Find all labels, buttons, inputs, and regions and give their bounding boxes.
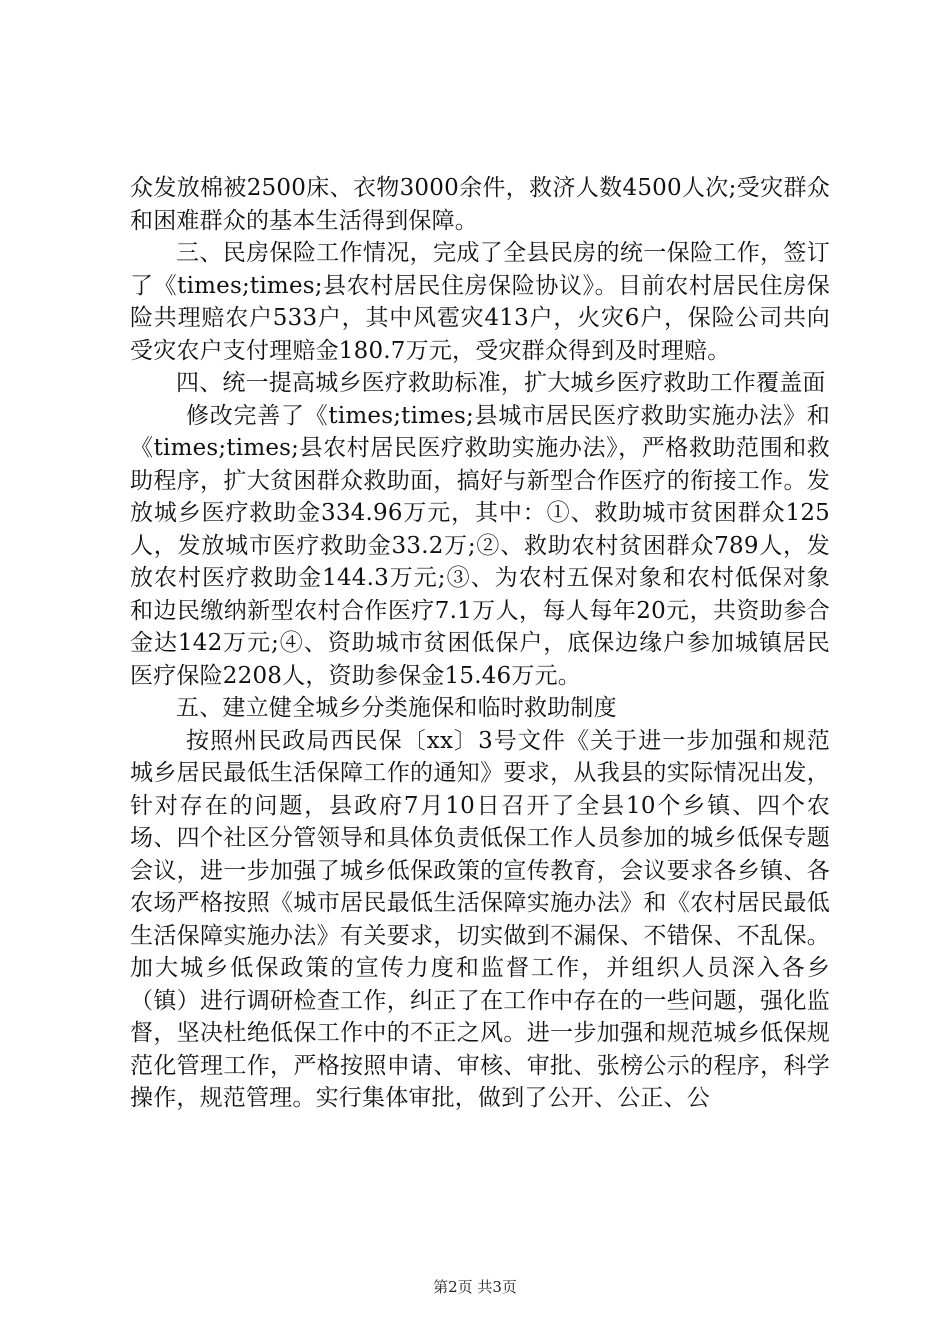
page-footer <box>0 1276 950 1297</box>
paragraph-subsistence-allowance: 按照州民政局西民保〔xx〕3号文件《关于进一步加强和规范城乡居民最低生活保障工作的通知》要求，从我县的实际情况出发，针对存在的问题，县政府7月10日召开了全县10个乡镇、四个农场、四个社区分管领导和具体负责低保工作人员参加的城乡低保专题会议，进一步加强了城乡低保政策的宣传教育，会议要求各乡镇、各农场严格按照《城市居民最低生活保障实施办法》和《农村居民最低生活保障实施办法》有关要求，切实做到不漏保、不错保、不乱保。加大城乡低保政策的宣传力度和监督工作，并组织人员深入各乡（镇）进行调研检查工作，纠正了在工作中存在的一些问题，强化监督，坚决杜绝低保工作中的不正之风。进一步加强和规范城乡低保规范化管理工作，严格按照申请、审核、审批、张榜公示的程序，科学操作，规范管理。实行集体审批，做到了公开、公正、公 <box>130 727 830 1111</box>
section-heading-classified-aid: 五、建立健全城乡分类施保和临时救助制度 <box>176 695 617 721</box>
paragraph-housing-insurance: 三、民房保险工作情况，完成了全县民房的统一保险工作，签订了《times;times;县农村居民住房保险协议》。目前农村居民住房保险共理赔农户533户，其中风雹灾413户，火灾6户，保险公司共向受灾农户支付理赔金180.7万元，受灾群众得到及时理赔。 <box>130 240 830 364</box>
paragraph-relief-summary: 众发放棉被2500床、衣物3000余件，救济人数4500人次;受灾群众和困难群众的基本生活得到保障。 <box>130 175 830 234</box>
section-heading-medical-aid: 四、统一提高城乡医疗救助标准，扩大城乡医疗救助工作覆盖面 <box>176 370 826 396</box>
document-body <box>130 172 830 1115</box>
paragraph-medical-aid: 修改完善了《times;times;县城市居民医疗救助实施办法》和《times;times;县农村居民医疗救助实施办法》，严格救助范围和救助程序，扩大贫困群众救助面，搞好与新型合作医疗的衔接工作。发放城乡医疗救助金334.96万元，其中：①、救助城市贫困群众125人，发放城市医疗救助金33.2万;②、救助农村贫困群众789人，发放农村医疗救助金144.3万元;③、为农村五保对象和农村低保对象和边民缴纳新型农村合作医疗7.1万人，每人每年20元，共资助参合金达142万元;④、资助城市贫困低保户，底保边缘户参加城镇居民医疗保险2208人，资助参保金15.46万元。 <box>130 402 830 689</box>
page-number-label: 第2页 共3页 <box>433 1278 517 1296</box>
